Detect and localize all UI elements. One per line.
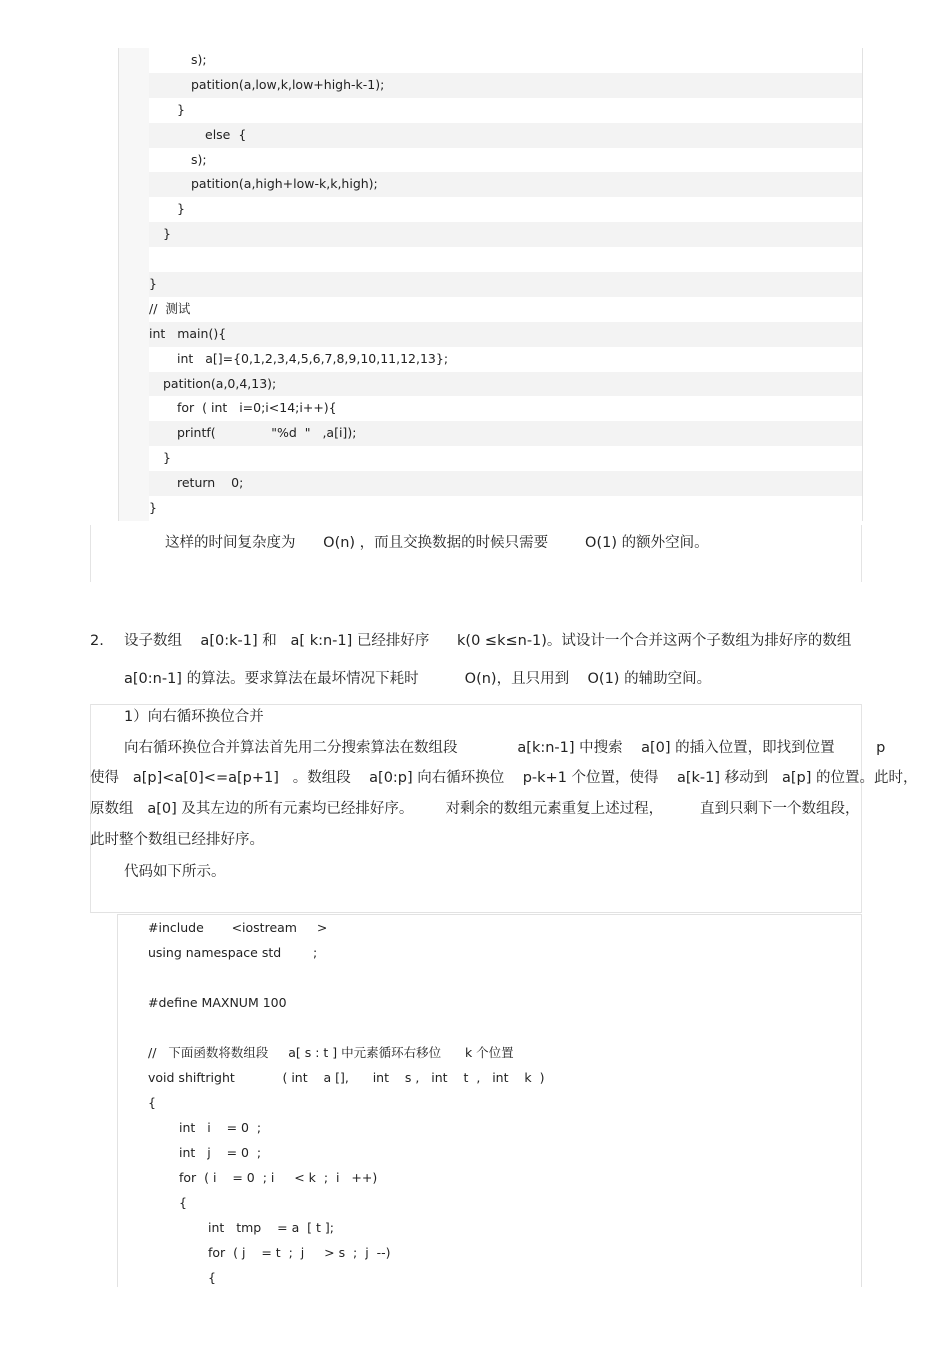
code-line: for ( i = 0 ; i < k ; i ++)	[179, 1170, 378, 1185]
code-line	[119, 297, 862, 322]
code-text: s);	[191, 52, 207, 67]
code-gutter	[119, 322, 149, 347]
code-gutter	[119, 421, 149, 446]
code-line: // 下面函数将数组段 a[ s : t ] 中元素循环右移位 k 个位置	[148, 1045, 514, 1060]
code-line	[119, 172, 862, 197]
problem-line-2: a[0:n-1] 的算法。要求算法在最坏情况下耗时 O(n)，且只用到 O(1) 的辅助空间。	[124, 671, 712, 687]
code-line: int tmp = a [ t ];	[208, 1220, 334, 1235]
code-line	[119, 496, 862, 521]
method-heading: 1）向右循环换位合并	[124, 709, 264, 725]
code-line	[119, 396, 862, 421]
method-paragraph-line-4: 此时整个数组已经排好序。	[90, 832, 264, 848]
code-gutter	[119, 297, 149, 322]
code-gutter	[119, 347, 149, 372]
code-text: return 0;	[177, 475, 244, 491]
code-line	[119, 73, 862, 98]
code-gutter	[119, 73, 149, 98]
code-line	[119, 471, 862, 496]
code-text: else {	[205, 126, 247, 142]
code-line: #include <iostream >	[148, 920, 328, 935]
code-text: printf( "%d " ,a[i]);	[177, 425, 357, 441]
method-paragraph-line-3: 原数组 a[0] 及其左边的所有元素均已经排好序。 对剩余的数组元素重复上述过程， 直到只剩下一个数组段，	[90, 801, 860, 817]
code-line	[119, 372, 862, 397]
code-line	[119, 197, 862, 222]
code-line: {	[179, 1195, 187, 1210]
code-line	[119, 148, 862, 173]
code-text: int a[]={0,1,2,3,4,5,6,7,8,9,10,11,12,13};	[177, 350, 449, 366]
code-line: int j = 0 ;	[179, 1145, 262, 1160]
code-line: #define MAXNUM 100	[148, 995, 287, 1010]
code-gutter	[119, 396, 149, 421]
method-code-intro: 代码如下所示。	[124, 864, 226, 880]
code-line: for ( j = t ; j > s ; j --)	[208, 1245, 391, 1260]
code-block-top	[118, 48, 863, 521]
code-line: using namespace std ;	[148, 945, 318, 960]
code-gutter	[119, 172, 149, 197]
method-paragraph-line-1: 向右循环换位合并算法首先用二分搜索算法在数组段 a[k:n-1] 中搜索 a[0] 的插入位置，即找到位置 p	[124, 740, 886, 756]
code-text: }	[149, 276, 157, 292]
code-text: // 测试	[149, 300, 191, 316]
code-line	[119, 98, 862, 123]
code-gutter	[119, 446, 149, 471]
code-line	[119, 123, 862, 148]
code-gutter	[119, 197, 149, 222]
code-gutter	[119, 123, 149, 148]
code-gutter	[119, 496, 149, 521]
code-text: for ( int i=0;i<14;i++){	[177, 400, 337, 416]
code-line	[119, 446, 862, 471]
code-gutter	[119, 372, 149, 397]
code-line	[119, 272, 862, 297]
method-paragraph-line-2: 使得 a[p]<a[0]<=a[p+1] 。数组段 a[0:p] 向右循环换位 p-k+1 个位置，使得 a[k-1] 移动到 a[p] 的位置。此时，	[90, 770, 918, 786]
code-line: {	[208, 1270, 216, 1285]
code-line	[119, 322, 862, 347]
problem-line-1: 设子数组 a[0:k-1] 和 a[ k:n-1] 已经排好序 k(0 ≤k≤n-1)。试设计一个合并这两个子数组为排好序的数组	[124, 633, 852, 649]
code-text: }	[177, 201, 185, 217]
code-line	[119, 247, 862, 272]
code-text: patition(a,low,k,low+high-k-1);	[191, 76, 385, 92]
code-text: }	[163, 226, 171, 242]
code-line: int i = 0 ;	[179, 1120, 262, 1135]
code-line: {	[148, 1095, 156, 1110]
code-text: patition(a,high+low-k,k,high);	[191, 176, 378, 192]
code-gutter	[119, 471, 149, 496]
code-text: int main(){	[149, 325, 227, 341]
code-text: s);	[191, 151, 207, 167]
code-line	[119, 222, 862, 247]
code-text: }	[149, 500, 157, 516]
problem-number: 2.	[90, 633, 104, 649]
code-gutter	[119, 48, 149, 73]
code-gutter	[119, 222, 149, 247]
code-gutter	[119, 247, 149, 272]
code-text: }	[163, 450, 171, 466]
code-line	[119, 48, 862, 73]
code-text: patition(a,0,4,13);	[163, 375, 277, 391]
code-text: }	[177, 101, 185, 117]
code-gutter	[119, 272, 149, 297]
code-line: void shiftright ( int a [], int s , int t , int k )	[148, 1070, 545, 1085]
complexity-note: 这样的时间复杂度为 O(n) ，而且交换数据的时候只需要 O(1) 的额外空间。	[165, 535, 709, 551]
code-gutter	[119, 148, 149, 173]
code-line	[119, 421, 862, 446]
code-line	[119, 347, 862, 372]
code-gutter	[119, 98, 149, 123]
code-block-bottom	[117, 914, 862, 1287]
